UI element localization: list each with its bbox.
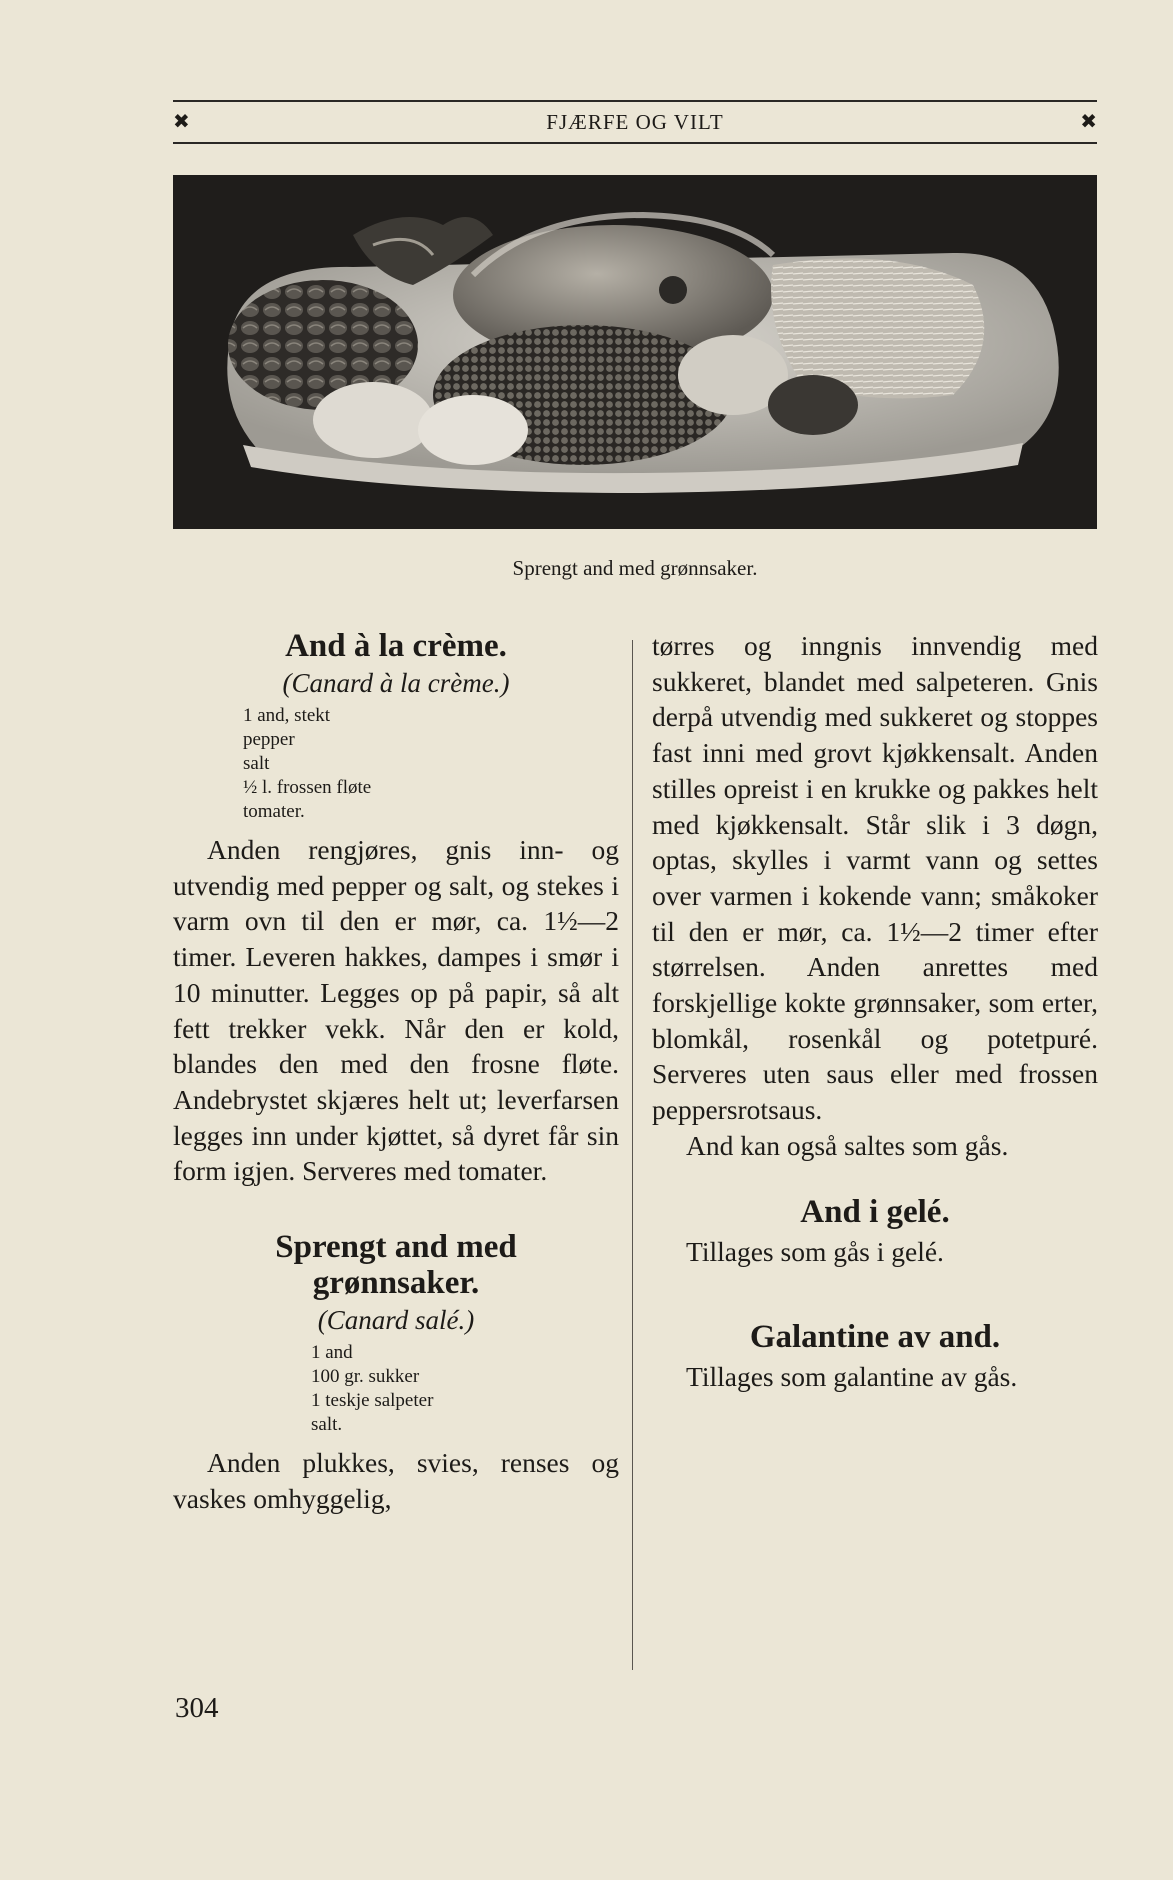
running-header-title: FJÆRFE OG VILT <box>546 110 724 134</box>
recipe-sprengt-and <box>173 1229 619 1516</box>
page-number: 304 <box>175 1692 219 1724</box>
ingredient-item: 1 teskje salpeter <box>311 1390 434 1412</box>
left-column <box>173 628 619 1516</box>
ingredient-item: 1 and, stekt <box>243 705 331 726</box>
ingredient-item: tomater. <box>243 801 305 822</box>
duck-dish-illustration <box>173 175 1097 529</box>
recipe-and-a-la-creme <box>173 628 619 1189</box>
running-header <box>173 100 1097 144</box>
ornament-left-icon: ✖ <box>173 109 190 133</box>
recipe-text-continued: tørres og inngnis innvendig med sukkeret, blandet med salpeteren. Gnis derpå utvendig med sukkeret og stoppes fast inni med grovt kjøkkensalt. Anden stilles opreist i en krukke og pakkes helt med kjøkkensalt. Står slik i 3 døgn, optas, skylles i varmt vann og settes over varmen i kokende vann; småkoker til den er mør, ca. 1½—2 timer efter størrelsen. Anden anrettes med forskjellige kokte grønnsaker, som erter, blomkål, rosenkål og potetpuré. Serveres uten saus eller med frossen peppersrotsaus. <box>652 630 1098 1126</box>
recipe-title: And à la crème. <box>285 628 507 664</box>
recipe-subtitle: (Canard salé.) <box>317 1305 475 1336</box>
recipe-galantine-av-and <box>652 1319 1098 1395</box>
duck-dish-photo <box>173 175 1097 529</box>
recipe-title-line-2: grønnsaker. <box>312 1265 480 1302</box>
ingredient-item: ½ l. frossen fløte <box>243 777 372 798</box>
recipe-title: Galantine av and. <box>749 1319 1001 1356</box>
recipe-subtitle: (Canard à la crème.) <box>282 668 510 698</box>
recipe-text: Tillages som gås i gelé. <box>686 1235 944 1267</box>
recipe-and-i-gele <box>652 1194 1098 1270</box>
ingredient-item: 1 and <box>311 1342 353 1364</box>
ingredient-list <box>311 1341 619 1437</box>
recipe-text: Tillages som galantine av gås. <box>686 1361 1018 1393</box>
right-column <box>652 628 1098 1395</box>
recipe-text: Anden plukkes, svies, renses og vaskes omhyggelig, <box>173 1447 619 1514</box>
column-divider <box>632 640 633 1670</box>
recipe-title: And i gelé. <box>800 1193 950 1230</box>
recipe-text: Anden rengjøres, gnis inn- og utvendig med pepper og salt, og stekes i varm ovn til den er mør, ca. 1½—2 timer. Leveren hakkes, dampes i smør i 10 minutter. Legges op på papir, så alt fett trekker vekk. Når den er kold, blandes den med den frosne fløte. Andebrystet skjæres helt ut; leverfarsen legges inn under kjøttet, så dyret får sin form igjen. Serveres med tomater. <box>173 834 619 1187</box>
ingredient-item: salt. <box>311 1414 343 1436</box>
recipe-note: And kan også saltes som gås. <box>686 1129 1009 1161</box>
ingredient-item: salt <box>243 753 270 774</box>
photo-caption: Sprengt and med grønnsaker. <box>512 556 758 580</box>
ingredient-item: pepper <box>243 729 295 750</box>
ornament-right-icon: ✖ <box>1080 109 1097 133</box>
ingredient-list <box>243 704 619 824</box>
recipe-title-line-1: Sprengt and med <box>275 1229 517 1266</box>
ingredient-item: 100 gr. sukker <box>311 1366 420 1388</box>
